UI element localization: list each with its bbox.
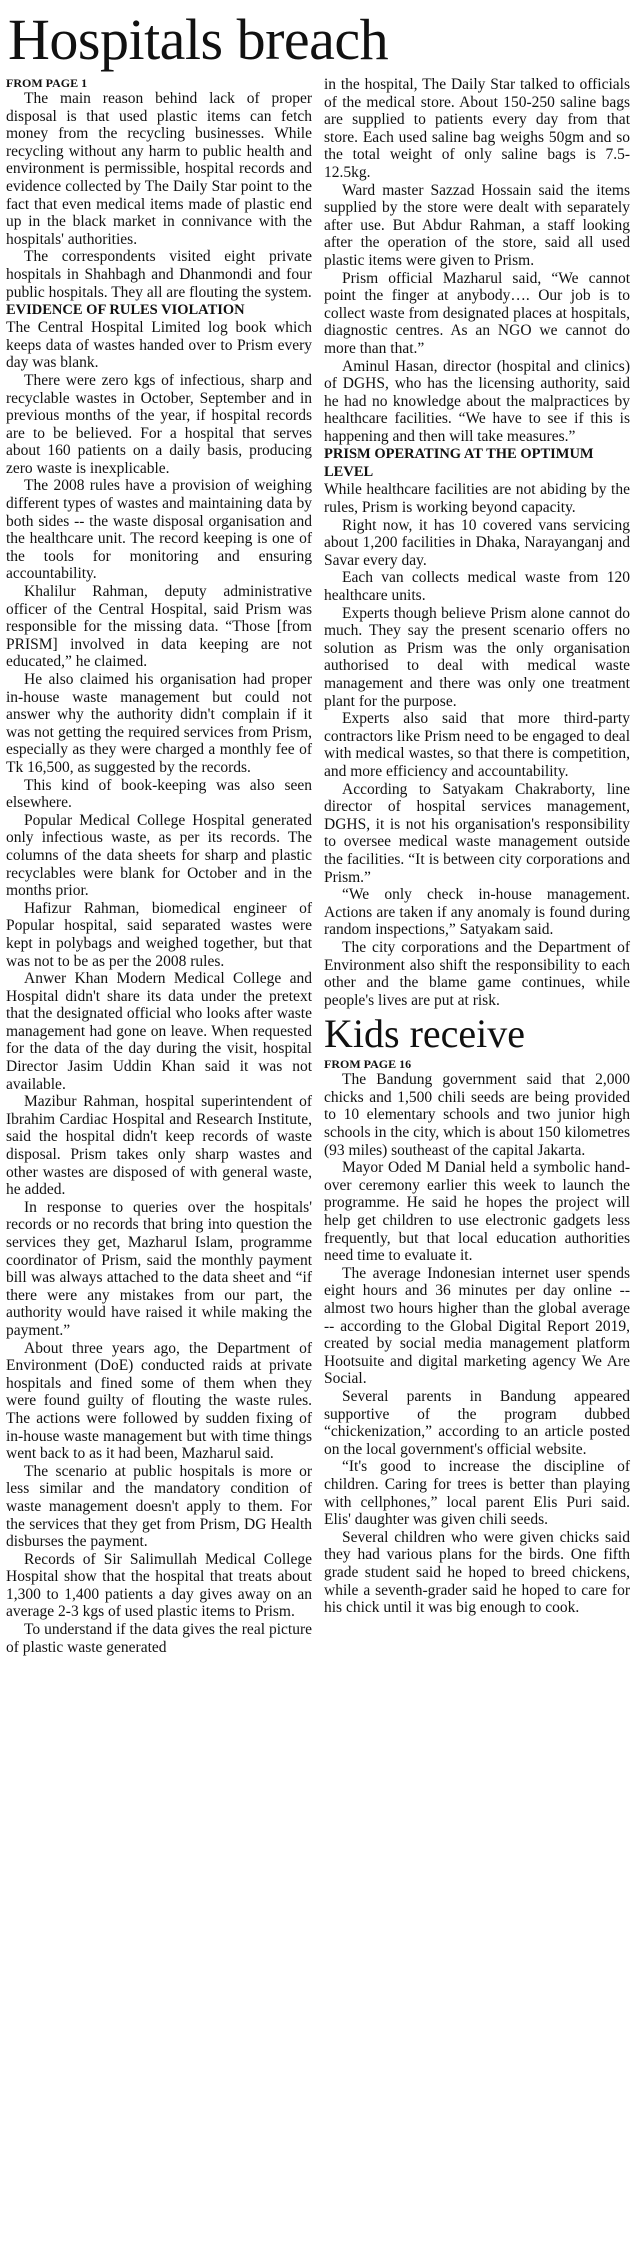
paragraph: Prism official Mazharul said, “We cannot point the finger at anybody…. Our job is to collect waste from designated places at hospitals, diagnostic centres. As an NGO we cannot do more than that.” — [324, 269, 630, 357]
paragraph: To understand if the data gives the real picture of plastic waste generated — [6, 1621, 312, 1656]
paragraph: in the hospital, The Daily Star talked to officials of the medical store. About 150-250 saline bags are supplied to patients every day from that store. Each used saline bag weighs 50gm and so the total weight of only saline bags is 7.5- 12.5kg. — [324, 76, 630, 181]
paragraph: The city corporations and the Department of Environment also shift the responsibility to each other and the blame game continues, while people's lives are put at risk. — [324, 938, 630, 1009]
paragraph: The correspondents visited eight private hospitals in Shahbagh and Dhanmondi and four public hospitals. They all are flouting the system. — [6, 248, 312, 301]
paragraph: Aminul Hasan, director (hospital and clinics) of DGHS, who has the licensing authority, said he had no knowledge about the malpractices by healthcare facilities. “We have to see if this is happening and then will take measures.” — [324, 357, 630, 445]
article1-col2-top — [324, 76, 630, 445]
kicker-from-page-16: FROM PAGE 16 — [324, 1057, 412, 1072]
paragraph: The 2008 rules have a provision of weighing different types of wastes and maintaining data by both sides -- the waste disposal organisation and the healthcare unit. The record keeping is one of the tools for monitoring and ensuring accountability. — [6, 477, 312, 583]
paragraph: Hafizur Rahman, biomedical engineer of Popular hospital, said separated wastes were kept in polybags and weighed together, but that was not to be as per the 2008 rules. — [6, 899, 312, 970]
paragraph: According to Satyakam Chakraborty, line director of hospital services management, DGHS, it is not his organisation's responsibility to oversee medical waste management outside the facilities. “It is between city corporations and Prism.” — [324, 780, 630, 886]
column-right — [324, 76, 630, 1656]
paragraph: Experts though believe Prism alone cannot do much. They say the present scenario offers no solution as Prism was the only organisation authorised to deal with medical waste management and there was only one treatment plant for the purpose. — [324, 604, 630, 710]
paragraph: There were zero kgs of infectious, sharp and recyclable wastes in October, September and in previous months of the year, if hospital records are to be believed. For a hospital that serves about 160 patients on a daily basis, producing zero waste is inexplicable. — [6, 371, 312, 477]
paragraph: Popular Medical College Hospital generated only infectious waste, as per its records. The columns of the data sheets for sharp and plastic recyclables were blank for October and in the months prior. — [6, 811, 312, 900]
kicker-from-page-1: FROM PAGE 1 — [6, 76, 88, 90]
headline-hospitals-breach: Hospitals breach — [8, 7, 389, 72]
article1-col1-body — [6, 319, 312, 1656]
paragraph: Khalilur Rahman, deputy administrative officer of the Central Hospital, said Prism was responsible for the missing data. “Those [from PRISM] involved in data keeping are not educated,” he claimed. — [6, 583, 312, 671]
paragraph: “It's good to increase the discipline of children. Caring for trees is better than playing with cellphones,” local parent Elis Puri said. Elis' daughter was given chili seeds. — [324, 1458, 630, 1529]
paragraph: Anwer Khan Modern Medical College and Hospital didn't share its data under the pretext that the designated official who looks after waste management had gone on leave. When requested for the data of the day during the visit, hospital Director Jasim Uddin Khan said it was not available. — [6, 970, 312, 1093]
paragraph: Records of Sir Salimullah Medical College Hospital show that the hospital that treats about 1,300 to 1,400 patients a day gives away on an average 2-3 kgs of used plastic items to Prism. — [6, 1550, 312, 1621]
headline-kids-receive: Kids receive — [324, 1011, 526, 1057]
paragraph: Mazibur Rahman, hospital superintendent of Ibrahim Cardiac Hospital and Research Institute, said the hospital didn't keep records of waste disposal. Prism takes only sharp wastes and other wastes are disposed of with general waste, he added. — [6, 1093, 312, 1199]
paragraph: Ward master Sazzad Hossain said the items supplied by the store were dealt with separately after use. But Abdur Rahman, a staff looking after the operation of the store, said all used plastic items were given to Prism. — [324, 181, 630, 269]
article2-body — [324, 1071, 630, 1616]
paragraph: Several children who were given chicks said they had various plans for the birds. One fifth grade student said he hoped to breed chickens, while a seventh-grader said he hoped to care for his chick until it was big enough to cook. — [324, 1528, 630, 1617]
subhead-prism-operating: PRISM OPERATING AT THE OPTIMUM LEVEL — [324, 446, 594, 481]
paragraph: “We only check in-house management. Actions are taken if any anomaly is found during random inspections,” Satyakam said. — [324, 886, 630, 939]
paragraph: Several parents in Bandung appeared supportive of the program dubbed “chickenization,” according to an article posted on the local government's official website. — [324, 1387, 630, 1458]
paragraph: In response to queries over the hospitals' records or no records that bring into question the services they get, Mazharul Islam, programme coordinator of Prism, said the monthly payment bill was always attached to the data sheet and “if there were any mistakes from our part, the authority would have raised it while making the payment.” — [6, 1198, 312, 1339]
subhead-evidence-of-rules-violation: EVIDENCE OF RULES VIOLATION — [6, 302, 245, 319]
paragraph: The scenario at public hospitals is more or less similar and the mandatory condition of waste management doesn't apply to them. For the services that they get from Prism, DG Health disburses the payment. — [6, 1462, 312, 1551]
paragraph: The main reason behind lack of proper disposal is that used plastic items can fetch money from the recycling businesses. While recycling without any harm to public health and environment is permissible, hospital records and evidence collected by The Daily Star point to the fact that even medical items made of plastic end up in the black market in connivance with the hospitals' authorities. — [6, 90, 312, 248]
paragraph: About three years ago, the Department of Environment (DoE) conducted raids at private hospitals and fined some of them when they were found guilty of flouting the waste rules. The actions were followed by sudden fixing of in-house waste management but with time things went back to as it had been, Mazharul said. — [6, 1339, 312, 1463]
paragraph: Right now, it has 10 covered vans servicing about 1,200 facilities in Dhaka, Narayanganj and Savar every day. — [324, 516, 630, 569]
paragraph: Mayor Oded M Danial held a symbolic hand-over ceremony earlier this week to launch the programme. He said he hopes the project will help get children to use electronic gadgets less frequently, but that local education authorities need time to evaluate it. — [324, 1159, 630, 1265]
paragraph: He also claimed his organisation had proper in-house waste management but could not answer why the authority didn't complain if it was not getting the required services from Prism, especially as they were charged a monthly fee of Tk 16,500, as suggested by the records. — [6, 671, 312, 776]
paragraph: The average Indonesian internet user spends eight hours and 36 minutes per day online -- almost two hours higher than the global average -- according to the Global Digital Report 2019, created by social media management platform Hootsuite and digital marketing agency We Are Social. — [324, 1264, 630, 1388]
paragraph: This kind of book-keeping was also seen elsewhere. — [6, 776, 312, 812]
paragraph: Each van collects medical waste from 120 healthcare units. — [324, 569, 630, 605]
article1-intro — [6, 90, 312, 301]
paragraph: Experts also said that more third-party contractors like Prism need to be engaged to deal with medical wastes, so that there is competition, and more efficiency and accountability. — [324, 710, 630, 780]
paragraph: While healthcare facilities are not abiding by the rules, Prism is working beyond capacity. — [324, 481, 630, 517]
article1-col2-body — [324, 481, 630, 1009]
columns — [6, 76, 633, 1656]
paragraph: The Central Hospital Limited log book which keeps data of wastes handed over to Prism every day was blank. — [6, 319, 312, 372]
column-left — [6, 76, 312, 1656]
paragraph: The Bandung government said that 2,000 chicks and 1,500 chili seeds are being provided to 10 elementary schools and two junior high schools in the city, which is about 150 kilometres (93 miles) southeast of the capital Jakarta. — [324, 1071, 630, 1159]
